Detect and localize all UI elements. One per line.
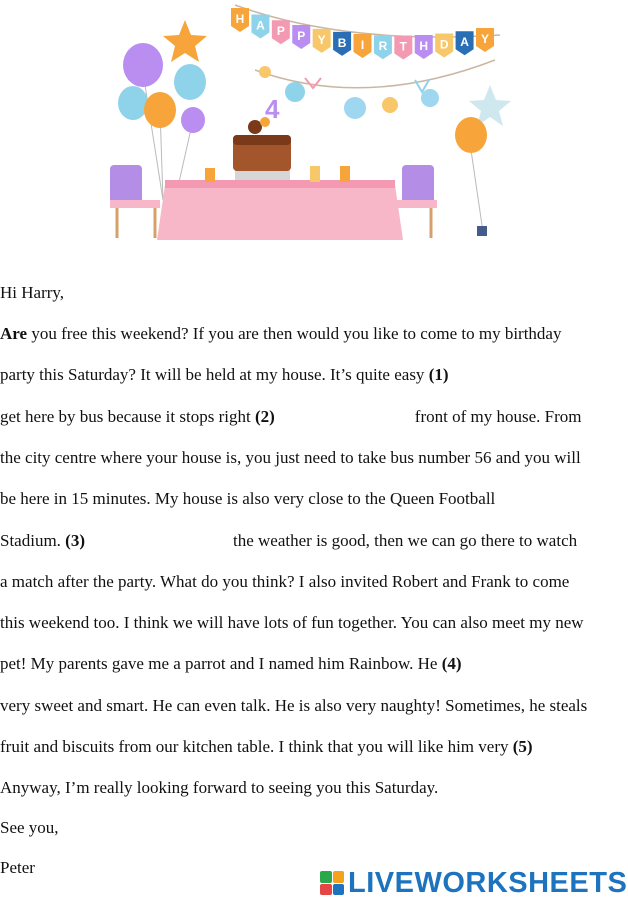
banner-letter: Y	[317, 32, 326, 47]
letter-line	[0, 572, 569, 592]
line-text: party this Saturday? It will be held at my house. It’s quite easy	[0, 365, 429, 384]
birthday-party-illustration	[105, 0, 525, 245]
gap-marker: (3)	[65, 531, 85, 550]
banner-letter: P	[276, 24, 285, 39]
banner-letter: Y	[480, 32, 490, 46]
banner-letter: H	[235, 12, 245, 26]
letter-line	[0, 778, 438, 798]
line-text: you free this weekend? If you are then would you like to come to my birthday	[27, 324, 562, 343]
letter-line	[0, 324, 561, 344]
line-text: very sweet and smart. He can even talk. He is also very naughty! Sometimes, he steals	[0, 696, 588, 715]
banner-letter: R	[378, 39, 388, 54]
banner-letter: D	[439, 37, 449, 52]
gap-marker: (4)	[441, 654, 462, 673]
line-text: be here in 15 minutes. My house is also very close to the Queen Football	[0, 489, 496, 508]
line-text: Anyway, I’m really looking forward to seeing you this Saturday.	[0, 778, 439, 797]
closing: See you,	[0, 818, 59, 837]
letter-line	[0, 407, 581, 427]
letter-line	[0, 365, 449, 385]
signature: Peter	[0, 858, 35, 877]
banner-letter: A	[460, 35, 469, 50]
line-text-after: the weather is good, then we can go there to watch	[233, 531, 578, 550]
banner-letter: B	[337, 35, 347, 50]
cake-candle-number: 4	[265, 94, 280, 124]
logo-badge-icon	[320, 871, 344, 895]
letter-line	[0, 489, 495, 509]
gap-marker: (1)	[428, 365, 449, 384]
logo-text: LIVEWORKSHEETS	[348, 866, 628, 899]
banner-letter: T	[399, 39, 408, 54]
letter-line	[0, 613, 584, 633]
letter-line	[0, 654, 462, 674]
liveworksheets-logo	[320, 866, 627, 900]
bold-word: Are	[0, 324, 28, 343]
banner-letter: I	[360, 38, 365, 52]
line-text: Stadium.	[0, 531, 66, 550]
line-text: fruit and biscuits from our kitchen table. I think that you will like him very	[0, 737, 513, 756]
line-text: this weekend too. I think we will have lots of fun together. You can also meet my new	[0, 613, 584, 632]
line-text: a match after the party. What do you think? I also invited Robert and Frank to come	[0, 572, 570, 591]
banner-letter: H	[419, 39, 429, 53]
banner-letter: A	[256, 18, 265, 33]
letter-line	[0, 531, 577, 551]
letter-line	[0, 737, 533, 757]
letter-line	[0, 448, 581, 468]
greeting: Hi Harry,	[0, 283, 65, 302]
banner-letter: P	[297, 29, 306, 43]
letter-line	[0, 696, 587, 716]
gap-marker: (5)	[512, 737, 533, 756]
line-text: the city centre where your house is, you just need to take bus number 56 and you will	[0, 448, 581, 467]
gap-marker: (2)	[254, 407, 275, 426]
line-text: get here by bus because it stops right	[0, 407, 255, 426]
line-text: pet! My parents gave me a parrot and I named him Rainbow. He	[0, 654, 442, 673]
line-text-after: front of my house. From	[414, 407, 582, 426]
